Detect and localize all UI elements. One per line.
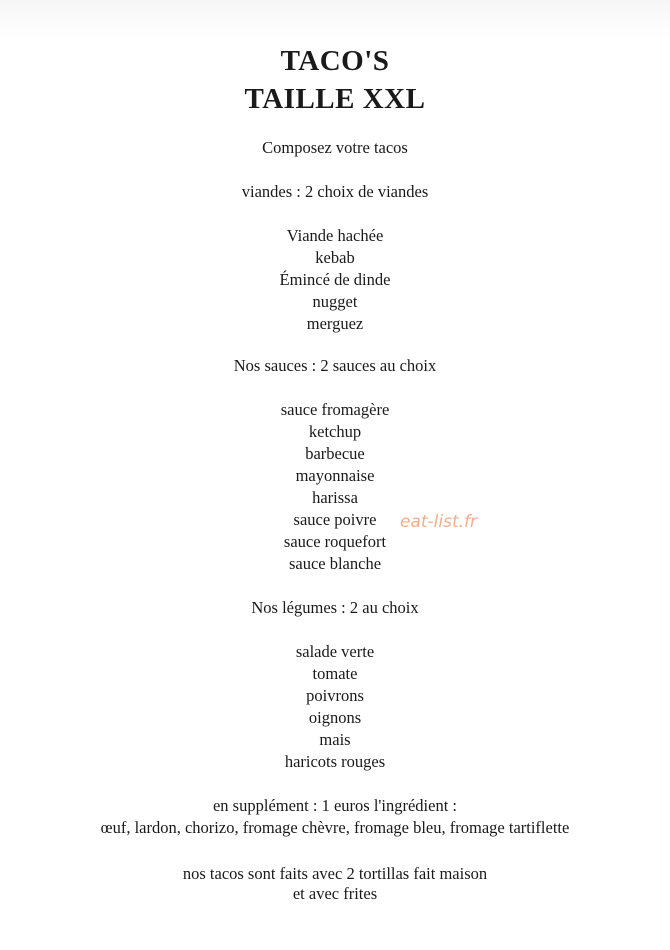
viande-item: Viande hachée — [286, 226, 384, 245]
viandes-heading: viandes : 2 choix de viandes — [241, 182, 429, 201]
supplement-line-2: œuf, lardon, chorizo, fromage chèvre, fromage bleu, fromage tartiflette — [100, 818, 570, 837]
footer-line-2: et avec frites — [292, 884, 378, 903]
sauce-item: sauce poivre — [293, 510, 377, 529]
sauce-item: ketchup — [308, 422, 362, 441]
sauce-item: sauce blanche — [288, 554, 382, 573]
sauce-item: mayonnaise — [295, 466, 375, 485]
legume-item: tomate — [312, 664, 358, 683]
watermark-text: eat-list.fr — [400, 512, 478, 532]
viande-item: Émincé de dinde — [279, 270, 391, 289]
viande-item: nugget — [312, 292, 358, 311]
legume-item: oignons — [308, 708, 362, 727]
title-line-2: TAILLE XXL — [244, 83, 426, 115]
legume-item: mais — [319, 730, 351, 749]
viande-item: merguez — [306, 314, 364, 333]
legume-item: haricots rouges — [284, 752, 386, 771]
legumes-heading: Nos légumes : 2 au choix — [251, 598, 419, 617]
intro-text: Composez votre tacos — [262, 138, 408, 157]
footer-line-1: nos tacos sont faits avec 2 tortillas fait maison — [182, 864, 488, 883]
viande-item: kebab — [315, 248, 355, 267]
sauce-item: harissa — [312, 488, 358, 507]
supplement-line-1: en supplément : 1 euros l'ingrédient : — [212, 796, 457, 815]
sauce-item: barbecue — [305, 444, 365, 463]
sauce-item: sauce roquefort — [283, 532, 387, 551]
legume-item: salade verte — [295, 642, 375, 661]
title-line-1: TACO'S — [280, 45, 390, 77]
sauces-heading: Nos sauces : 2 sauces au choix — [233, 356, 437, 375]
sauce-item: sauce fromagère — [280, 400, 390, 419]
legume-item: poivrons — [306, 686, 364, 705]
